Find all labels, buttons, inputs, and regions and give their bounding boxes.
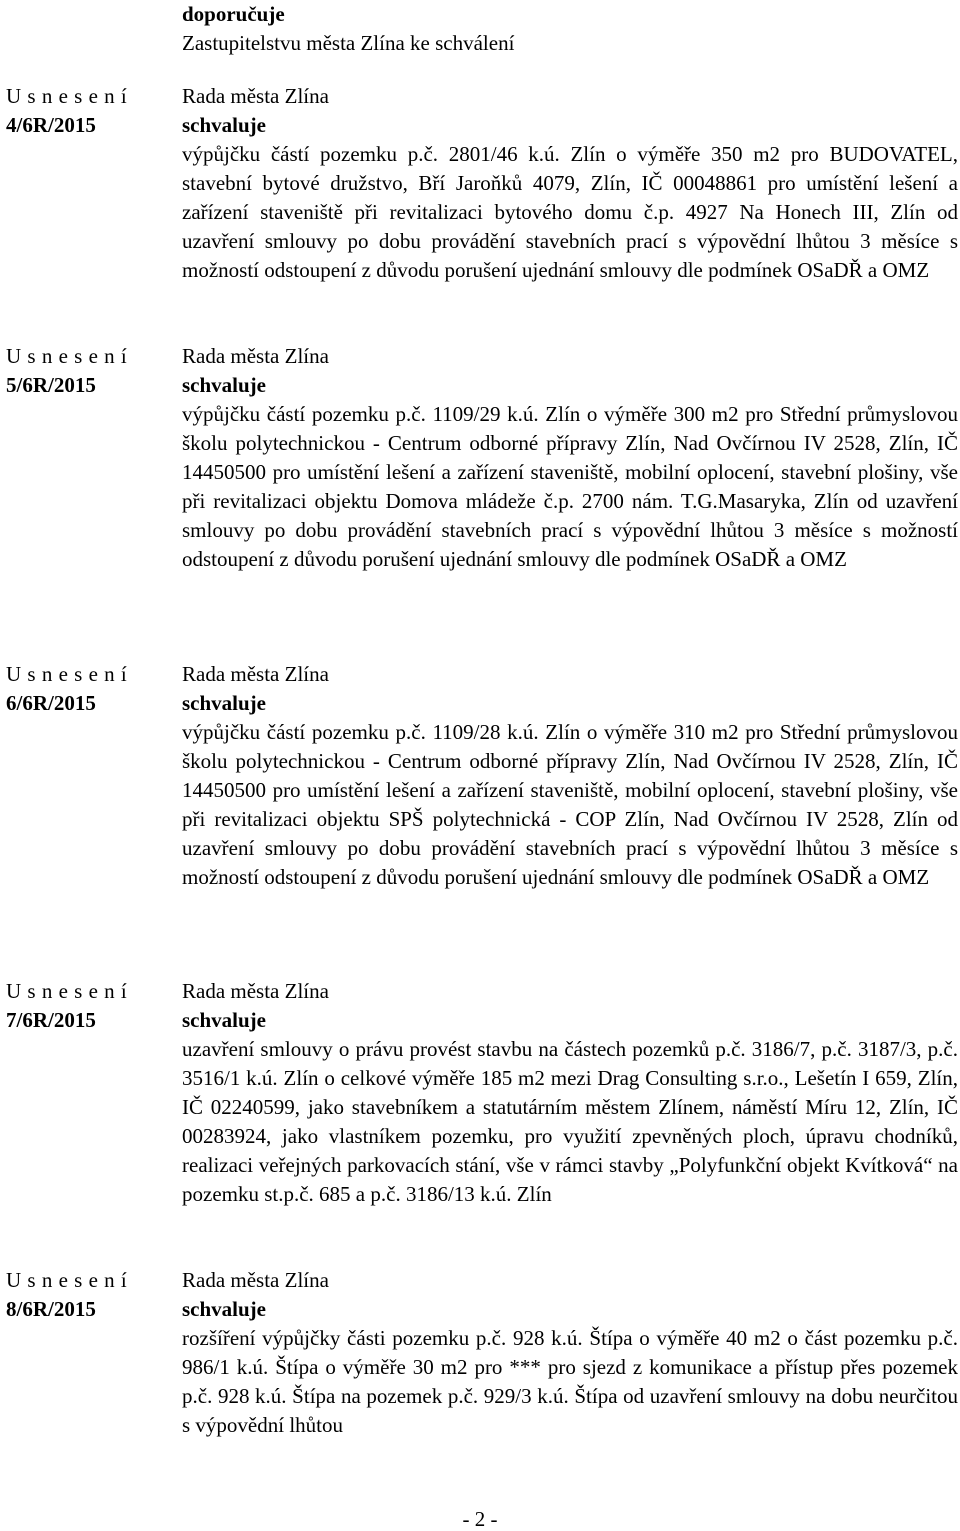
resolution-authority: Rada města Zlína — [182, 84, 329, 108]
resolution-number: 6/6R/2015 — [6, 691, 96, 715]
resolution-authority: Rada města Zlína — [182, 1268, 329, 1292]
intro-text: Zastupitelstvu města Zlína ke schválení — [182, 31, 515, 55]
resolution-label: U s n e s e n í — [6, 344, 128, 368]
resolution-label: U s n e s e n í — [6, 662, 128, 686]
resolution-body — [182, 1266, 958, 1440]
resolution-authority: Rada města Zlína — [182, 979, 329, 1003]
resolution-label: U s n e s e n í — [6, 979, 128, 1003]
page-number: - 2 - — [462, 1507, 498, 1531]
resolution-number: 7/6R/2015 — [6, 1008, 96, 1032]
resolution-text: rozšíření výpůjčky části pozemku p.č. 928 k.ú. Štípa o výměře 40 m2 o část pozemku p.č. 986/1 k.ú. Štípa o výměře 30 m2 pro *** pro sjezd z komunikace a přístup přes pozemek p.č. 928 k.ú. Štípa na pozemek p.č. 929/3 k.ú. Štípa od uzavření smlouvy na dobu neurčitou s výpovědní lhůtou — [182, 1326, 958, 1437]
resolution-label-block — [6, 82, 171, 140]
resolution-authority: Rada města Zlína — [182, 344, 329, 368]
resolution-label-block — [6, 342, 171, 400]
resolution-verb: schvaluje — [182, 1297, 266, 1321]
resolution-body — [182, 342, 958, 574]
resolution-text: výpůjčku částí pozemku p.č. 1109/29 k.ú. Zlín o výměře 300 m2 pro Střední průmyslovou školu polytechnickou - Centrum odborné přípravy Zlín, Nad Ovčírnou IV 2528, Zlín, IČ 14450500 pro umístění lešení a zařízení staveniště, mobilní oplocení, stavební plošiny, vše při revitalizaci objektu Domova mládeže č.p. 2700 nám. T.G.Masaryka, Zlín od uzavření smlouvy po dobu provádění stavebních prací s výpovědní lhůtou 3 měsíce s možností odstoupení z důvodu porušení ujednání smlouvy dle podmínek OSaDŘ a OMZ — [182, 402, 958, 571]
resolution-body — [182, 82, 958, 285]
resolution-label-block — [6, 1266, 171, 1324]
resolution-label-block — [6, 977, 171, 1035]
resolution-label-block — [6, 660, 171, 718]
resolution-verb: schvaluje — [182, 113, 266, 137]
resolution-number: 4/6R/2015 — [6, 113, 96, 137]
resolution-label: U s n e s e n í — [6, 84, 128, 108]
resolution-verb: schvaluje — [182, 1008, 266, 1032]
resolution-number: 8/6R/2015 — [6, 1297, 96, 1321]
resolution-authority: Rada města Zlína — [182, 662, 329, 686]
resolution-text: výpůjčku částí pozemku p.č. 2801/46 k.ú. Zlín o výměře 350 m2 pro BUDOVATEL, stavební bytové družstvo, Bří Jaroňků 4079, Zlín, IČ 00048861 pro umístění lešení a zařízení staveniště při revitalizaci bytového domu č.p. 4927 Na Honech III, Zlín od uzavření smlouvy po dobu provádění stavebních prací s výpovědní lhůtou 3 měsíce s možností odstoupení z důvodu porušení ujednání smlouvy dle podmínek OSaDŘ a OMZ — [182, 142, 958, 282]
resolution-verb: schvaluje — [182, 373, 266, 397]
resolution-verb: schvaluje — [182, 691, 266, 715]
intro-action: doporučuje — [182, 2, 285, 26]
resolution-body — [182, 977, 958, 1209]
resolution-text: výpůjčku částí pozemku p.č. 1109/28 k.ú. Zlín o výměře 310 m2 pro Střední průmyslovou školu polytechnickou - Centrum odborné přípravy Zlín, Nad Ovčírnou IV 2528, Zlín, IČ 14450500 pro umístění lešení a zařízení staveniště, mobilní oplocení, stavební plošiny, vše při revitalizaci objektu SPŠ polytechnická - COP Zlín, Nad Ovčírnou IV 2528, Zlín od uzavření smlouvy po dobu provádění stavebních prací s výpovědní lhůtou 3 měsíce s možností odstoupení z důvodu porušení ujednání smlouvy dle podmínek OSaDŘ a OMZ — [182, 720, 958, 889]
resolution-text: uzavření smlouvy o právu provést stavbu na částech pozemků p.č. 3186/7, p.č. 3187/3, p.č. 3516/1 k.ú. Zlín o celkové výměře 185 m2 mezi Drag Consulting s.r.o., Lešetín I 659, Zlín, IČ 02240599, jako stavebníkem a statutárním městem Zlínem, náměstí Míru 12, Zlín, IČ 00283924, jako vlastníkem pozemku, pro využití zpevněných ploch, úpravu chodníků, realizaci veřejných parkovacích stání, vše v rámci stavby „Polyfunkční objekt Kvítková“ na pozemku st.p.č. 685 a p.č. 3186/13 k.ú. Zlín — [182, 1037, 958, 1206]
resolution-body — [182, 660, 958, 892]
intro-block — [182, 0, 958, 58]
resolution-label: U s n e s e n í — [6, 1268, 128, 1292]
resolution-number: 5/6R/2015 — [6, 373, 96, 397]
